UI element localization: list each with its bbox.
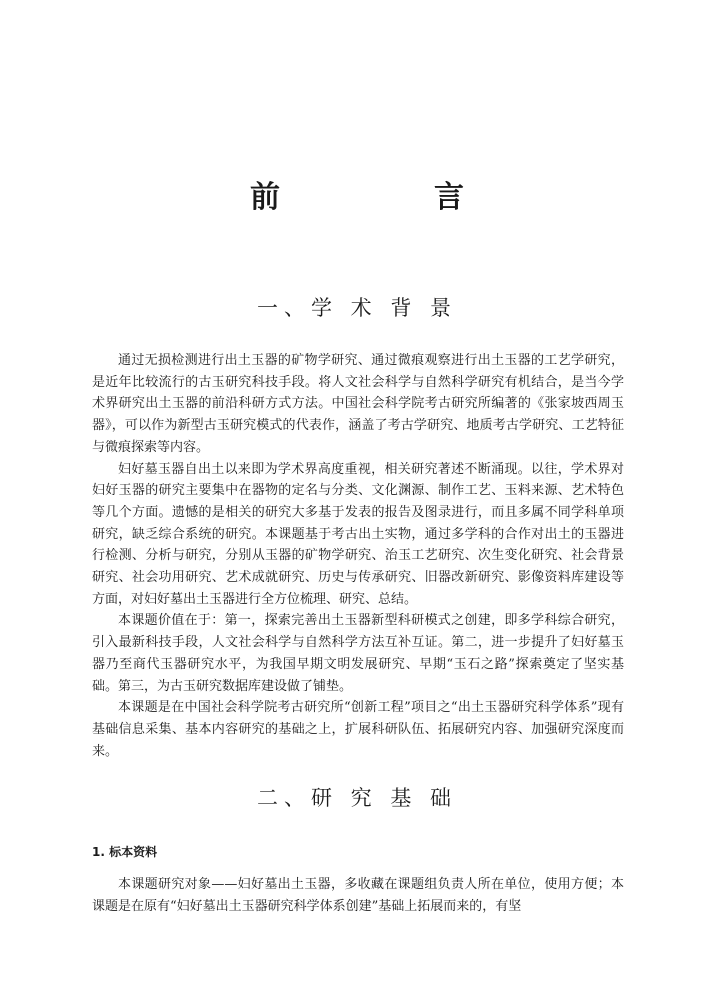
paragraph: 本课题价值在于：第一，探索完善出土玉器新型科研模式之创建，即多学科综合研究，引入最新科技手段，人文社会科学与自然科学方法互补互证。第二，进一步提升了妇好墓玉器乃至商代玉器研究水平，为我国早期文明发展研究、早期“玉石之路”探索奠定了坚实基础。第三，为古玉研究数据库建设做了铺垫。 <box>92 613 624 694</box>
paragraph: 本课题是在中国社会科学院考古研究所“创新工程”项目之“出土玉器研究科学体系”现有基础信息采集、基本内容研究的基础之上，扩展科研队伍、拓展研究内容、加强研究深度而来。 <box>92 700 624 759</box>
paragraph: 本课题研究对象——妇好墓出土玉器，多收藏在课题组负责人所在单位，使用方便；本课题是在原有“妇好墓出土玉器研究科学体系创建”基础上拓展而来的，有坚 <box>92 877 624 914</box>
paragraph: 妇好墓玉器自出土以来即为学术界高度重视，相关研究著述不断涌现。以往，学术界对妇好玉器的研究主要集中在器物的定名与分类、文化渊源、制作工艺、玉料来源、艺术特色等几个方面。遗憾的是相关的研究大多基于发表的报告及图录进行，而且多属不同学科单项研究，缺乏综合系统的研究。本课题基于考古出土实物，通过多学科的合作对出土的玉器进行检测、分析与研究，分别从玉器的矿物学研究、治玉工艺研究、次生变化研究、社会背景研究、社会功用研究、艺术成就研究、历史与传承研究、旧器改新研究、影像资料库建设等方面，对妇好墓出土玉器进行全方位梳理、研究、总结。 <box>92 461 624 607</box>
subheading-specimen-materials: 1. 标本资料 <box>92 845 158 859</box>
paragraph: 通过无损检测进行出土玉器的矿物学研究、通过微痕观察进行出土玉器的工艺学研究，是近年比较流行的古玉研究科技手段。将人文社会科学与自然科学研究有机结合，是当今学术界研究出土玉器的前沿科研方式方法。中国社会科学院考古研究所编著的《张家坡西周玉器》，可以作为新型古玉研究模式的代表作，涵盖了考古学研究、地质考古学研究、工艺特征与微痕探索等内容。 <box>92 353 624 455</box>
section-heading-research-foundation: 二、研 究 基 础 <box>256 786 458 810</box>
section-heading-academic-background: 一、学 术 背 景 <box>256 296 458 320</box>
academic-background-body <box>92 350 624 762</box>
page-title: 前 言 <box>250 180 526 215</box>
research-foundation-body <box>92 874 624 917</box>
